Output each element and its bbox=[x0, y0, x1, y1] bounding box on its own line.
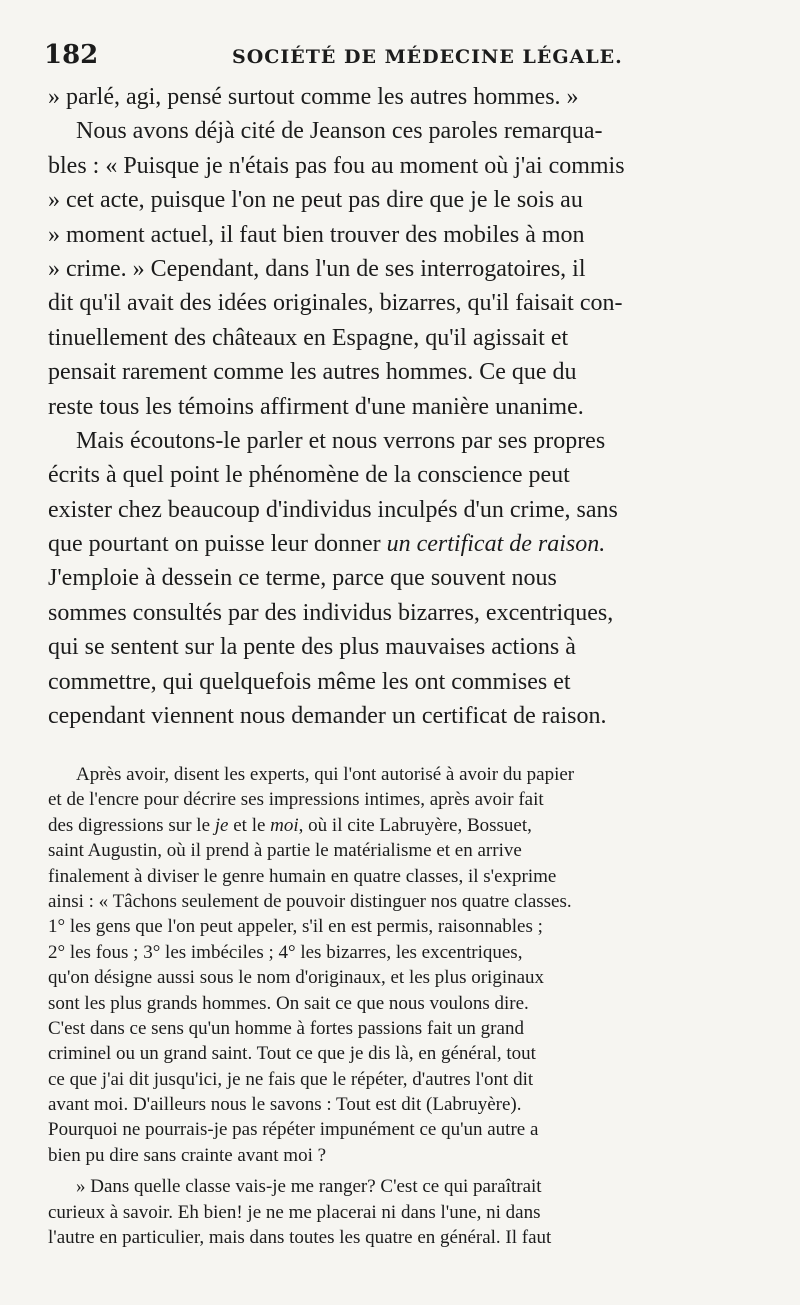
text-line: » parlé, agi, pensé surtout comme les autres hommes. » bbox=[48, 84, 579, 110]
quote-line: des digressions sur le je et le moi, où il cite Labruyère, Bossuet, bbox=[48, 814, 532, 836]
main-text-block bbox=[48, 80, 756, 733]
text-line: reste tous les témoins affirment d'une manière unanime. bbox=[48, 393, 584, 420]
page-header bbox=[44, 40, 764, 74]
italic-word: je bbox=[214, 814, 229, 836]
text-line: J'emploie à dessein ce terme, parce que souvent nous bbox=[48, 565, 557, 592]
page-number: 182 bbox=[44, 40, 99, 70]
quote-line: et de l'encre pour décrire ses impressions intimes, après avoir fait bbox=[48, 789, 544, 811]
text-line: » cet acte, puisque l'on ne peut pas dire que je le sois au bbox=[48, 187, 583, 214]
text-line: tinuellement des châteaux en Espagne, qu'il agissait et bbox=[48, 324, 569, 351]
quote-line: Pourquoi ne pourrais-je pas répéter impunément ce qu'un autre a bbox=[48, 1119, 539, 1141]
quote-line: ce que j'ai dit jusqu'ici, je ne fais que le répéter, d'autres l'ont dit bbox=[48, 1068, 534, 1090]
quote-line: Après avoir, disent les experts, qui l'ont autorisé à avoir du papier bbox=[76, 764, 575, 785]
italic-word: moi bbox=[270, 814, 299, 836]
text-line: Mais écoutons-le parler et nous verrons par ses propres bbox=[76, 427, 606, 454]
text-line: » crime. » Cependant, dans l'un de ses interrogatoires, il bbox=[48, 255, 586, 282]
text-line: pensait rarement comme les autres hommes. Ce que du bbox=[48, 359, 577, 386]
text-line: » moment actuel, il faut bien trouver des mobiles à mon bbox=[48, 221, 585, 248]
text-line: sommes consultés par des individus bizarres, excentriques, bbox=[48, 599, 614, 626]
quote-line: qu'on désigne aussi sous le nom d'originaux, et les plus originaux bbox=[48, 967, 545, 989]
quote-line: C'est dans ce sens qu'un homme à fortes passions fait un grand bbox=[48, 1017, 524, 1039]
italic-phrase: un certificat de raison. bbox=[386, 531, 606, 558]
quote-line: finalement à diviser le genre humain en quatre classes, il s'exprime bbox=[48, 865, 557, 887]
text-line: bles : « Puisque je n'étais pas fou au moment où j'ai commis bbox=[48, 152, 625, 179]
quote-line: saint Augustin, où il prend à partie le matérialisme et en arrive bbox=[48, 840, 522, 862]
text-line: commettre, qui quelquefois même les ont commises et bbox=[48, 668, 571, 695]
quote-line: sont les plus grands hommes. On sait ce que nous voulons dire. bbox=[48, 992, 529, 1014]
text-line: que pourtant on puisse leur donner un certificat de raison. bbox=[48, 531, 606, 558]
text-line: qui se sentent sur la pente des plus mauvaises actions à bbox=[48, 634, 576, 661]
quoted-text-block bbox=[48, 762, 760, 1250]
quote-line: l'autre en particulier, mais dans toutes les quatre en général. Il faut bbox=[48, 1227, 552, 1249]
text-line: écrits à quel point le phénomène de la conscience peut bbox=[48, 462, 570, 489]
quote-line: 2° les fous ; 3° les imbéciles ; 4° les bizarres, les excentriques, bbox=[48, 941, 523, 963]
quote-line: » Dans quelle classe vais-je me ranger? C'est ce qui paraîtrait bbox=[76, 1176, 542, 1198]
quote-line: avant moi. D'ailleurs nous le savons : Tout est dit (Labruyère). bbox=[48, 1094, 522, 1116]
text-line: exister chez beaucoup d'individus inculpés d'un crime, sans bbox=[48, 496, 618, 523]
quote-line: criminel ou un grand saint. Tout ce que je dis là, en général, tout bbox=[48, 1043, 536, 1065]
quote-line: bien pu dire sans crainte avant moi ? bbox=[48, 1144, 327, 1166]
text-line: cependant viennent nous demander un certificat de raison. bbox=[48, 703, 607, 730]
quote-line: 1° les gens que l'on peut appeler, s'il en est permis, raisonnables ; bbox=[48, 916, 543, 938]
quote-line: ainsi : « Tâchons seulement de pouvoir distinguer nos quatre classes. bbox=[48, 890, 572, 912]
text-line: Nous avons déjà cité de Jeanson ces paroles remarqua- bbox=[76, 118, 603, 145]
quote-line: curieux à savoir. Eh bien! je ne me placerai ni dans l'une, ni dans bbox=[48, 1201, 541, 1223]
text-line: dit qu'il avait des idées originales, bizarres, qu'il faisait con- bbox=[48, 290, 623, 317]
running-head: SOCIÉTÉ DE MÉDECINE LÉGALE. bbox=[232, 46, 623, 68]
